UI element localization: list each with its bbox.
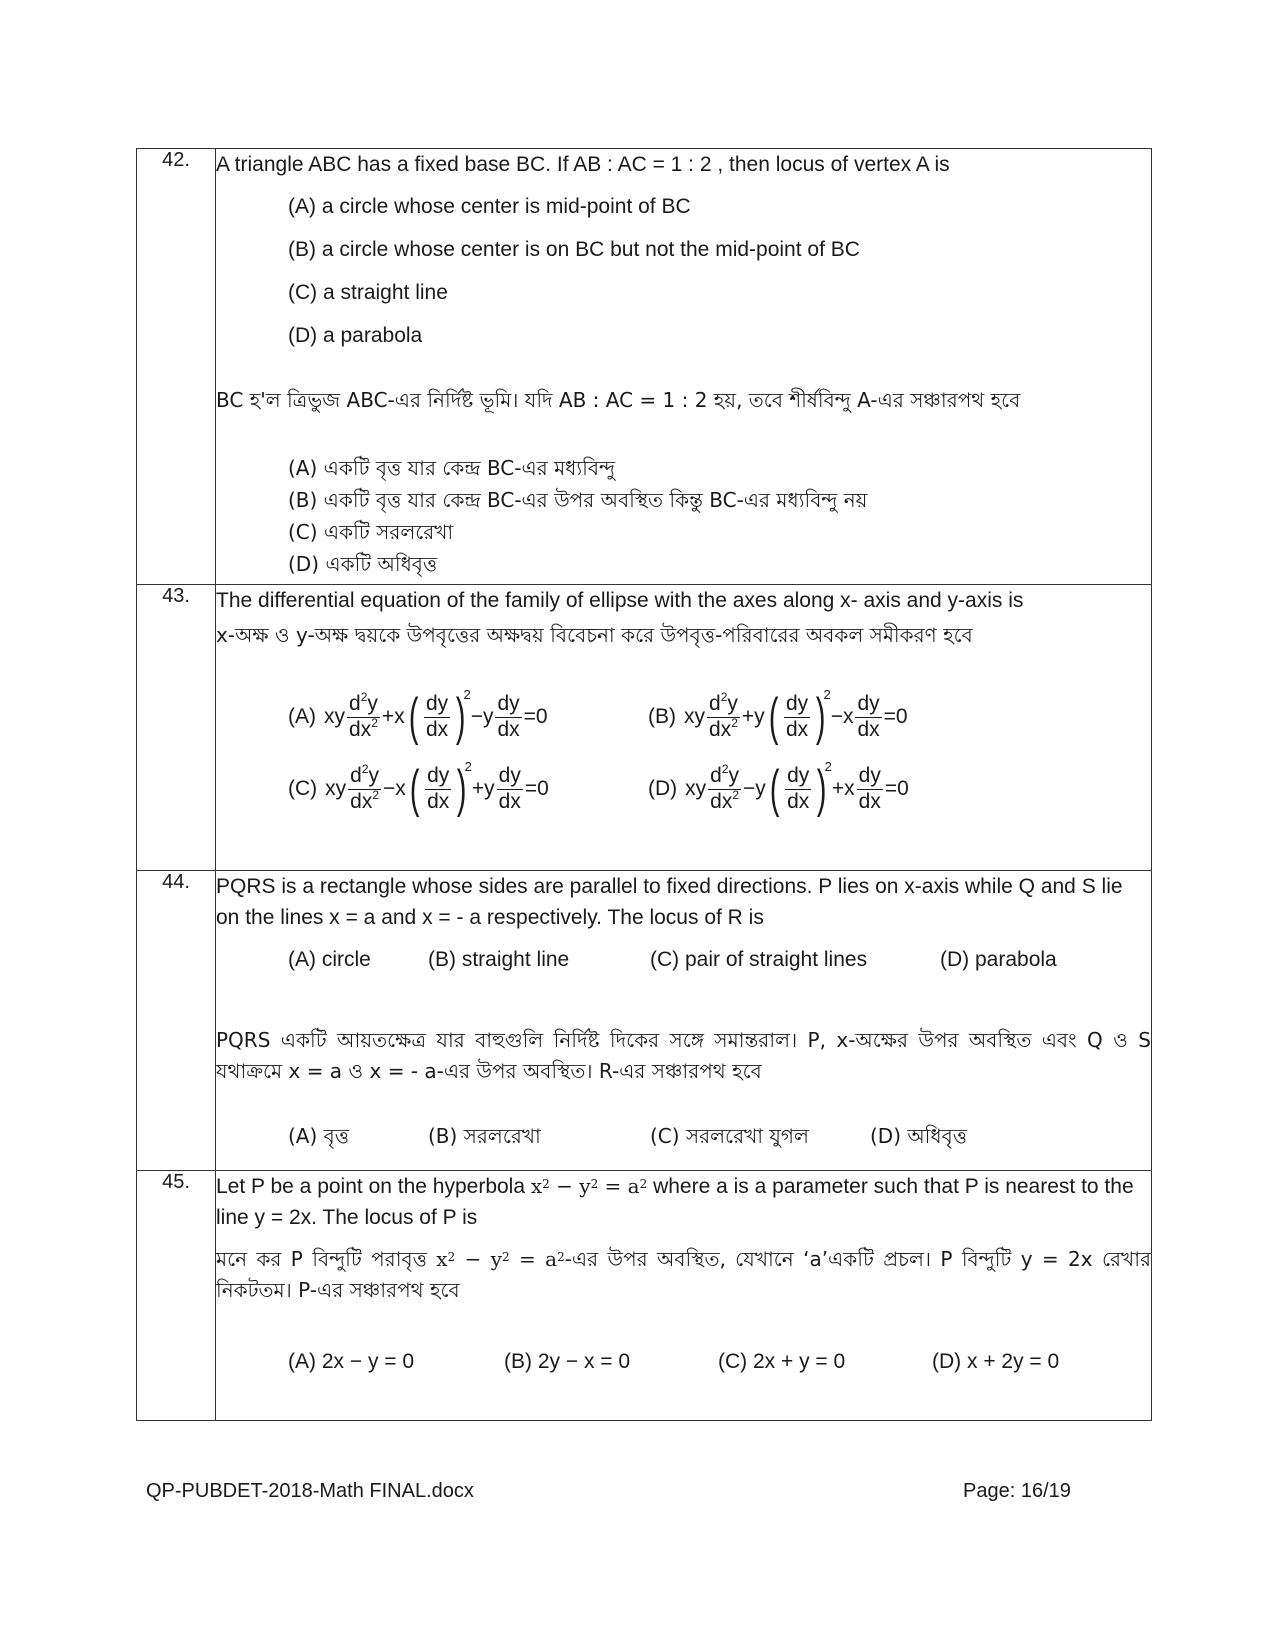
question-row — [137, 1171, 1152, 1421]
fraction — [708, 762, 741, 813]
question-number: 42. — [137, 149, 216, 585]
eq-rhs: =0 — [884, 777, 909, 800]
fraction-numerator — [495, 693, 521, 717]
option-en-d: (D) a parabola — [288, 324, 423, 347]
text-segment: Let P be a point on the hyperbola — [216, 1175, 531, 1198]
eq-part: dy — [427, 764, 450, 788]
eq-power: 2 — [824, 759, 832, 774]
question-row — [137, 871, 1152, 1171]
eq-power: 2 — [463, 687, 471, 702]
option-bn-b: (B) একটি বৃত্ত যার কেন্দ্র BC-এর উপর অবস্থিত কিন্তু BC-এর মধ্যবিন্দু নয় — [288, 488, 868, 512]
option-en-b: (B) a circle whose center is on BC but not the mid-point of BC — [288, 238, 860, 261]
fraction-numerator — [348, 762, 381, 789]
fraction-numerator — [855, 693, 881, 717]
eq-part: = a — [509, 1247, 558, 1271]
eq-operator: − — [470, 705, 483, 728]
eq-operator: + — [381, 705, 395, 728]
eq-part: dx — [427, 789, 450, 813]
eq-part: x — [530, 1174, 543, 1198]
option-b: (B) 2y − x = 0 — [504, 1350, 631, 1373]
eq-part: d — [709, 692, 721, 716]
eq-term: x — [844, 777, 855, 800]
eq-part: dx — [785, 717, 809, 741]
eq-part: d — [350, 764, 362, 788]
fraction — [707, 690, 740, 741]
eq-part: dx — [857, 717, 880, 741]
option-bn-d: (D) অধিবৃত্ত — [870, 1124, 968, 1148]
text-segment: where a is a parameter such that P is nearest to the line y = 2x. The locus of P is — [216, 1175, 1134, 1229]
eq-part: dx — [497, 717, 520, 741]
fraction — [497, 765, 523, 812]
question-text-en: A triangle ABC has a fixed base BC. If AB : AC = 1 : 2 , then locus of vertex A is — [216, 153, 950, 176]
right-paren: ) — [817, 760, 827, 818]
fraction-numerator — [347, 690, 380, 717]
left-paren: ( — [768, 688, 779, 746]
question-body — [216, 149, 1152, 585]
fraction-denominator — [348, 787, 381, 813]
option-en-c: (C) pair of straight lines — [650, 948, 868, 971]
eq-part: d — [710, 764, 722, 788]
eq-part: dx — [349, 717, 372, 741]
eq-rhs: =0 — [524, 777, 549, 800]
hyperbola-equation — [531, 1174, 647, 1198]
fraction-denominator — [495, 718, 521, 741]
eq-term: y — [755, 777, 766, 800]
options-row — [216, 1346, 1151, 1377]
eq-term: y — [754, 705, 765, 728]
eq-part: dx — [350, 789, 373, 813]
question-body — [216, 1171, 1152, 1421]
eq-sup: 2 — [372, 787, 380, 802]
options-bn-row — [216, 1121, 1151, 1152]
fraction-denominator — [424, 718, 450, 741]
eq-sup: 2 — [542, 1177, 550, 1191]
eq-term: xy — [685, 777, 707, 800]
eq-part: y — [727, 692, 738, 716]
equation-row — [216, 681, 1151, 753]
eq-part: d — [349, 692, 361, 716]
option-a-equation — [288, 687, 648, 746]
fraction-denominator — [497, 790, 523, 813]
eq-operator: + — [471, 777, 485, 800]
option-en-d: (D) parabola — [940, 948, 1057, 971]
option-d: (D) x + 2y = 0 — [932, 1350, 1060, 1373]
question-text-en: PQRS is a rectangle whose sides are parallel to fixed directions. P lies on x-axis while Q and S lie on the lines x = a and x = - a respectively. The locus of R is — [216, 875, 1123, 929]
eq-part: dx — [709, 717, 732, 741]
option-c: (C) 2x + y = 0 — [718, 1350, 846, 1373]
option-en-a: (A) circle — [288, 948, 371, 971]
fraction-numerator — [707, 690, 740, 717]
fraction-numerator — [785, 765, 811, 789]
option-bn-d: (D) একটি অধিবৃত্ত — [288, 552, 438, 576]
equation-row — [216, 753, 1151, 825]
option-bn-a: (A) বৃত্ত — [288, 1124, 350, 1148]
right-paren: ) — [457, 760, 467, 818]
eq-part: dx — [787, 789, 810, 813]
left-paren: ( — [408, 688, 419, 746]
fraction — [495, 693, 521, 740]
eq-sup: 2 — [360, 690, 368, 705]
eq-sup: 2 — [732, 787, 740, 802]
option-label: (B) — [648, 705, 676, 728]
eq-term: x — [395, 777, 406, 800]
question-text-bn: BC হ'ল ত্রিভুজ ABC-এর নির্দিষ্ট ভূমি। যদি AB : AC = 1 : 2 হয়, তবে শীর্ষবিন্দু A-এর সঞ্চারপথ হবে — [216, 388, 1021, 412]
option-c-equation — [288, 759, 648, 818]
hyperbola-equation — [436, 1247, 564, 1271]
eq-rhs: =0 — [523, 705, 548, 728]
eq-term: xy — [325, 777, 347, 800]
footer-filename: QP-PUBDET-2018-Math FINAL.docx — [146, 1480, 474, 1502]
text-segment: -এর উপর অবস্থিত, যেখানে ‘a’একটি প্রচল। P বিন্দুটি y = 2x রেখার নিকটতম। P-এর সঞ্চারপথ হবে — [216, 1247, 1151, 1302]
eq-power: 2 — [823, 687, 831, 702]
eq-sup: 2 — [557, 1250, 565, 1264]
eq-part: dx — [425, 717, 449, 741]
fraction — [784, 693, 810, 740]
eq-part: − y — [455, 1247, 503, 1271]
eq-sup: 2 — [371, 715, 378, 730]
eq-part: y — [368, 764, 380, 788]
question-table — [136, 148, 1152, 1421]
question-text-bn: PQRS একটি আয়তক্ষেত্র যার বাহুগুলি নির্দিষ্ট দিকের সঙ্গে সমান্তরাল। P, x-অক্ষের উপর অবস্থিত এবং Q ও S যথাক্রমে x = a ও x = - a-এর উপর অবস্থিত। R-এর সঞ্চারপথ হবে — [216, 1028, 1151, 1083]
eq-operator: − — [743, 777, 756, 800]
fraction — [855, 693, 881, 740]
left-paren: ( — [769, 760, 780, 818]
question-text-bn — [216, 1244, 1151, 1306]
option-en-b: (B) straight line — [428, 948, 570, 971]
left-paren: ( — [409, 760, 420, 818]
eq-term: x — [394, 705, 405, 728]
question-text-en: The differential equation of the family of ellipse with the axes along x- axis and y-axis is — [216, 589, 1024, 612]
question-number: 44. — [137, 871, 216, 1171]
question-body — [216, 585, 1152, 871]
eq-rhs: =0 — [883, 705, 908, 728]
question-text-en — [216, 1171, 1151, 1233]
eq-part: dx — [710, 789, 733, 813]
eq-part: dy — [425, 692, 449, 716]
fraction-denominator — [855, 718, 881, 741]
parenthesized-term — [406, 759, 472, 818]
fraction-numerator — [784, 693, 810, 717]
question-number: 45. — [137, 1171, 216, 1421]
parenthesized-term — [766, 759, 832, 818]
eq-part: dy — [497, 692, 520, 716]
fraction-denominator — [708, 787, 741, 813]
eq-sup: 2 — [502, 1250, 510, 1264]
eq-part: dy — [787, 764, 810, 788]
eq-term: y — [484, 777, 495, 800]
option-label: (A) — [288, 705, 316, 728]
option-label: (C) — [288, 777, 318, 800]
eq-term: xy — [684, 705, 705, 728]
eq-part: y — [728, 764, 740, 788]
eq-part: dy — [785, 692, 809, 716]
eq-part: y — [367, 692, 378, 716]
eq-part: dy — [498, 764, 521, 788]
fraction — [425, 765, 451, 812]
eq-part: dy — [858, 764, 881, 788]
eq-term: xy — [324, 705, 345, 728]
fraction — [785, 765, 811, 812]
option-label: (D) — [648, 777, 678, 800]
options-en-row — [216, 944, 1151, 975]
question-number: 43. — [137, 585, 216, 871]
eq-term: y — [482, 705, 494, 728]
eq-sup: 2 — [639, 1177, 648, 1191]
eq-part: − y — [549, 1174, 591, 1198]
fraction — [424, 693, 450, 740]
option-en-a: (A) a circle whose center is mid-point of BC — [288, 195, 691, 218]
question-row — [137, 149, 1152, 585]
parenthesized-term — [765, 687, 831, 746]
question-row — [137, 585, 1152, 871]
eq-part: dx — [858, 789, 881, 813]
eq-operator: + — [831, 777, 845, 800]
right-paren: ) — [456, 688, 466, 746]
fraction-denominator — [347, 715, 380, 741]
option-bn-a: (A) একটি বৃত্ত যার কেন্দ্র BC-এর মধ্যবিন্দু — [288, 456, 616, 480]
eq-part: dx — [498, 789, 521, 813]
fraction-denominator — [425, 790, 451, 813]
eq-part: = a — [598, 1174, 640, 1198]
text-segment: মনে কর P বিন্দুটি পরাবৃত্ত — [216, 1247, 437, 1271]
eq-part: dy — [857, 692, 880, 716]
option-a: (A) 2x − y = 0 — [288, 1350, 415, 1373]
fraction-denominator — [707, 715, 740, 741]
eq-sup: 2 — [721, 762, 729, 777]
eq-sup: 2 — [731, 715, 738, 730]
question-text-bn: x-অক্ষ ও y-অক্ষ দ্বয়কে উপবৃত্তের অক্ষদ্বয় বিবেচনা করে উপবৃত্ত-পরিবারের অবকল সমীকরণ হবে — [216, 623, 973, 647]
fraction — [348, 762, 381, 813]
question-body — [216, 871, 1152, 1171]
option-bn-c: (C) একটি সরলরেখা — [288, 520, 454, 544]
fraction-denominator — [785, 790, 811, 813]
option-d-equation — [648, 759, 1008, 818]
eq-term: x — [842, 705, 854, 728]
option-en-c: (C) a straight line — [288, 281, 448, 304]
eq-sup: 2 — [361, 762, 369, 777]
option-b-equation — [648, 687, 1008, 746]
fraction — [857, 765, 883, 812]
option-bn-b: (B) সরলরেখা — [428, 1124, 541, 1148]
eq-power: 2 — [464, 759, 472, 774]
eq-sup: 2 — [720, 690, 728, 705]
eq-operator: + — [741, 705, 755, 728]
fraction-numerator — [857, 765, 883, 789]
fraction-denominator — [857, 790, 883, 813]
option-bn-c: (C) সরলরেখা যুগল — [650, 1124, 809, 1148]
eq-part: x — [436, 1247, 448, 1271]
fraction-denominator — [784, 718, 810, 741]
eq-sup: 2 — [447, 1250, 456, 1264]
fraction — [347, 690, 380, 741]
fraction-numerator — [424, 693, 450, 717]
fraction-numerator — [708, 762, 741, 789]
parenthesized-term — [405, 687, 471, 746]
eq-operator: − — [830, 705, 843, 728]
eq-sup: 2 — [590, 1177, 599, 1191]
fraction-numerator — [497, 765, 523, 789]
footer-page-number: Page: 16/19 — [963, 1480, 1071, 1502]
eq-operator: − — [383, 777, 396, 800]
fraction-numerator — [425, 765, 451, 789]
right-paren: ) — [816, 688, 826, 746]
